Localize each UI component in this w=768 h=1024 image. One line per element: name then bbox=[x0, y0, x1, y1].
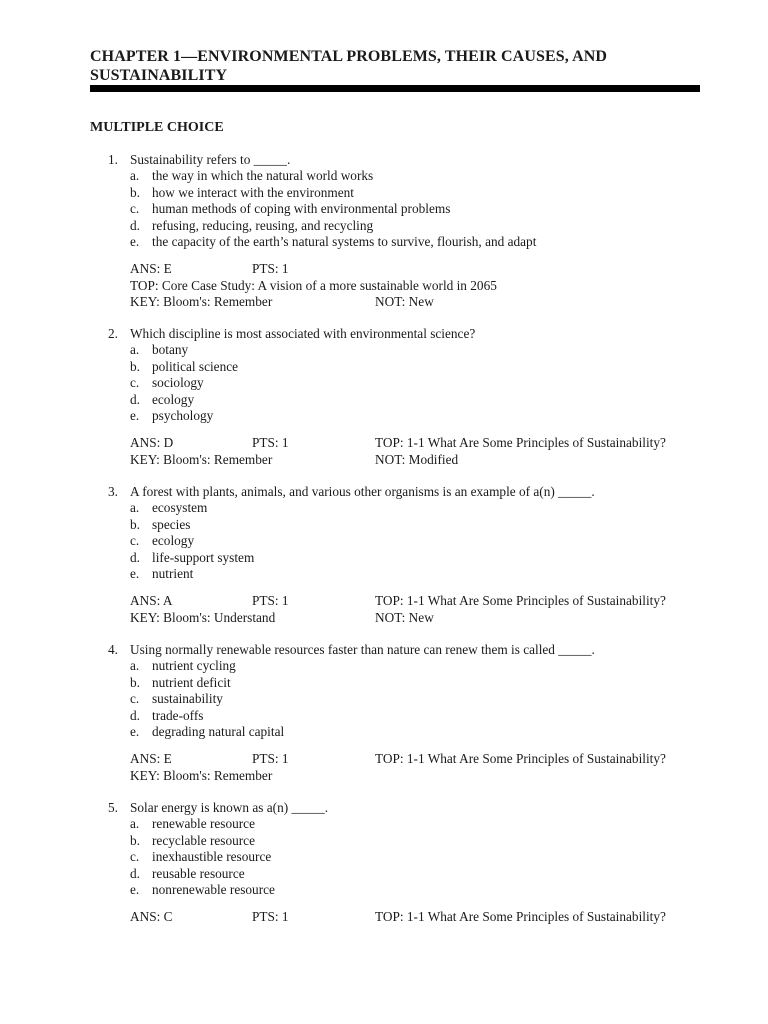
note: NOT: Modified bbox=[375, 451, 459, 467]
option-b: b. nutrient deficit bbox=[130, 674, 231, 690]
topic: TOP: Core Case Study: A vision of a more sustainable world in 2065 bbox=[130, 277, 497, 293]
section-title: MULTIPLE CHOICE bbox=[90, 120, 224, 135]
option-d: d. refusing, reducing, reusing, and recycling bbox=[130, 217, 374, 233]
answer: ANS: E bbox=[130, 261, 172, 277]
points: PTS: 1 bbox=[252, 909, 289, 925]
topic: TOP: 1-1 What Are Some Principles of Sustainability? bbox=[375, 435, 666, 451]
option-b: b. species bbox=[130, 516, 191, 532]
option-b: b. recyclable resource bbox=[130, 832, 255, 848]
answer-block bbox=[108, 751, 666, 784]
question-number: 2. bbox=[108, 326, 118, 341]
key: KEY: Bloom's: Remember bbox=[130, 767, 273, 783]
question-3 bbox=[108, 484, 666, 626]
key: KEY: Bloom's: Remember bbox=[130, 294, 273, 310]
option-c: c. human methods of coping with environmental problems bbox=[130, 201, 451, 217]
key: KEY: Bloom's: Understand bbox=[130, 609, 276, 625]
points: PTS: 1 bbox=[252, 261, 289, 277]
question-stem: Sustainability refers to _____. bbox=[130, 152, 291, 167]
topic: TOP: 1-1 What Are Some Principles of Sustainability? bbox=[375, 909, 666, 925]
points: PTS: 1 bbox=[252, 593, 289, 609]
option-d: d. ecology bbox=[130, 391, 195, 407]
answer-block bbox=[108, 593, 666, 626]
key: KEY: Bloom's: Remember bbox=[130, 451, 273, 467]
question-stem: A forest with plants, animals, and various other organisms is an example of a(n) _____. bbox=[130, 484, 595, 499]
question-5 bbox=[108, 800, 666, 926]
option-e: e. nutrient bbox=[130, 566, 194, 582]
option-c: c. sociology bbox=[130, 375, 204, 391]
answer-block bbox=[108, 435, 666, 468]
points: PTS: 1 bbox=[252, 751, 289, 767]
title-rule bbox=[90, 85, 700, 92]
answer: ANS: E bbox=[130, 751, 172, 767]
option-d: d. life-support system bbox=[130, 549, 255, 565]
option-e: e. degrading natural capital bbox=[130, 724, 285, 740]
question-stem: Solar energy is known as a(n) _____. bbox=[130, 800, 329, 815]
question-4 bbox=[108, 642, 666, 784]
question-number: 4. bbox=[108, 642, 118, 657]
question-number: 3. bbox=[108, 484, 118, 499]
chapter-title: CHAPTER 1—ENVIRONMENTAL PROBLEMS, THEIR CAUSES, AND SUSTAINABILITY bbox=[90, 48, 608, 84]
points: PTS: 1 bbox=[252, 435, 289, 451]
option-c: c. inexhaustible resource bbox=[130, 849, 272, 865]
note: NOT: New bbox=[375, 609, 434, 625]
answer-block bbox=[108, 909, 666, 925]
option-b: b. political science bbox=[130, 358, 239, 374]
option-b: b. how we interact with the environment bbox=[130, 184, 354, 200]
option-d: d. trade-offs bbox=[130, 707, 204, 723]
answer: ANS: A bbox=[130, 593, 173, 609]
question-stem: Using normally renewable resources faster than nature can renew them is called _____. bbox=[130, 642, 595, 657]
question-1 bbox=[108, 152, 536, 311]
option-e: e. psychology bbox=[130, 408, 214, 424]
question-number: 1. bbox=[108, 152, 118, 167]
option-a: a. botany bbox=[130, 342, 189, 358]
answer: ANS: D bbox=[130, 435, 174, 451]
option-a: a. nutrient cycling bbox=[130, 658, 236, 674]
option-c: c. sustainability bbox=[130, 691, 223, 707]
option-a: a. renewable resource bbox=[130, 816, 255, 832]
answer-block bbox=[108, 261, 536, 310]
topic: TOP: 1-1 What Are Some Principles of Sustainability? bbox=[375, 751, 666, 767]
option-e: e. the capacity of the earth’s natural systems to survive, flourish, and adapt bbox=[130, 234, 537, 250]
question-stem: Which discipline is most associated with environmental science? bbox=[130, 326, 476, 341]
option-e: e. nonrenewable resource bbox=[130, 882, 275, 898]
question-2 bbox=[108, 326, 666, 468]
answer: ANS: C bbox=[130, 909, 173, 925]
option-c: c. ecology bbox=[130, 533, 195, 549]
option-a: a. ecosystem bbox=[130, 500, 208, 516]
option-d: d. reusable resource bbox=[130, 865, 245, 881]
option-a: a. the way in which the natural world works bbox=[130, 168, 374, 184]
question-number: 5. bbox=[108, 800, 118, 815]
note: NOT: New bbox=[375, 294, 434, 310]
topic: TOP: 1-1 What Are Some Principles of Sustainability? bbox=[375, 593, 666, 609]
